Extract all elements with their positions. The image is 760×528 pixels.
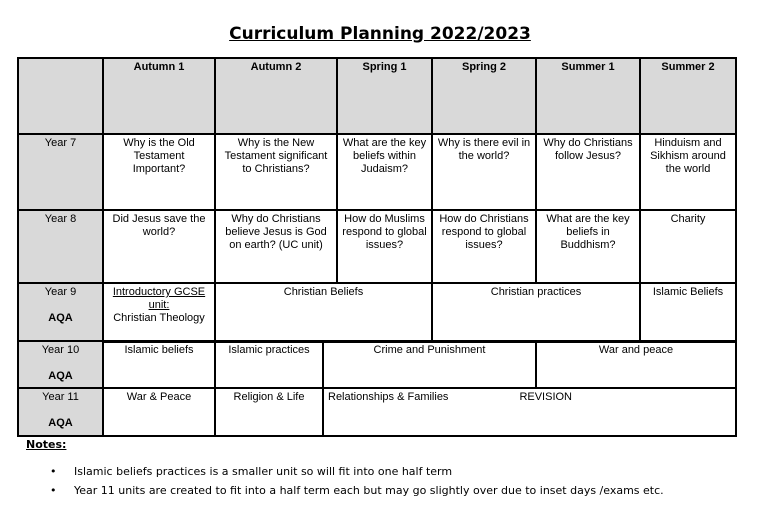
year-11-board: AQA: [48, 417, 73, 429]
year-9-summer-2: Islamic Beliefs: [640, 283, 736, 342]
year-8-spring-1: How do Muslims respond to global issues?: [337, 210, 432, 283]
year-9-autumn-1: [103, 283, 215, 342]
year-10-war-and-peace: War and peace: [536, 341, 736, 388]
intro-unit-name: Christian Theology: [113, 312, 205, 324]
header-spring-2: Spring 2: [432, 58, 536, 134]
year-7-summer-1: Why do Christians follow Jesus?: [536, 134, 640, 210]
year-7-autumn-1: Why is the Old Testament Important?: [103, 134, 215, 210]
year-8-row: [18, 210, 736, 283]
year-9-christian-beliefs: Christian Beliefs: [215, 283, 432, 342]
year-7-row: [18, 134, 736, 210]
header-row: [18, 58, 736, 134]
header-summer-2: Summer 2: [640, 58, 736, 134]
corner-cell: [18, 58, 103, 134]
header-autumn-2: Autumn 2: [215, 58, 337, 134]
intro-unit-heading: Introductory GCSE unit:: [112, 286, 206, 311]
year-10-autumn-2: Islamic practices: [215, 341, 323, 388]
year-11-revision: REVISION: [519, 391, 573, 403]
year-8-label: Year 8: [18, 210, 103, 283]
year-10-label: [18, 341, 103, 388]
year-8-spring-2: How do Christians respond to global issues?: [432, 210, 536, 283]
year-11-row: [18, 388, 736, 436]
year-7-label: Year 7: [18, 134, 103, 210]
year-10-autumn-1: Islamic beliefs: [103, 341, 215, 388]
year-8-summer-1: What are the key beliefs in Buddhism?: [536, 210, 640, 283]
year-8-autumn-2: Why do Christians believe Jesus is God on earth? (UC unit): [215, 210, 337, 283]
year-9-row: [18, 283, 736, 342]
year-8-summer-2: Charity: [640, 210, 736, 283]
header-spring-1: Spring 1: [337, 58, 432, 134]
year-10-board: AQA: [48, 370, 73, 382]
curriculum-table: [17, 57, 737, 343]
year-11-relationships: Relationships & Families: [328, 391, 449, 403]
year-11-autumn-1: War & Peace: [103, 388, 215, 436]
notes-heading: Notes:: [26, 438, 67, 451]
note-item: • Year 11 units are created to fit into a half term each but may go slightly over due to inset days /exams etc.: [50, 481, 664, 500]
header-summer-1: Summer 1: [536, 58, 640, 134]
page-title: Curriculum Planning 2022/2023: [229, 24, 531, 44]
year-11-label: [18, 388, 103, 436]
year-9-christian-practices: Christian practices: [432, 283, 640, 342]
year-9-board: AQA: [48, 312, 73, 324]
year-11-remaining: [323, 388, 736, 436]
note-item: • Islamic beliefs practices is a smaller unit so will fit into one half term: [50, 462, 664, 481]
notes-list: [50, 462, 664, 500]
year-8-autumn-1: Did Jesus save the world?: [103, 210, 215, 283]
curriculum-table-ks4: [17, 340, 737, 437]
header-autumn-1: Autumn 1: [103, 58, 215, 134]
year-7-summer-2: Hinduism and Sikhism around the world: [640, 134, 736, 210]
year-7-autumn-2: Why is the New Testament significant to Christians?: [215, 134, 337, 210]
year-9-title: Year 9: [44, 286, 77, 298]
year-7-spring-2: Why is there evil in the world?: [432, 134, 536, 210]
year-11-title: Year 11: [42, 391, 79, 403]
year-10-crime-and-punishment: Crime and Punishment: [323, 341, 536, 388]
year-10-row: [18, 341, 736, 388]
year-11-autumn-2: Religion & Life: [215, 388, 323, 436]
year-7-spring-1: What are the key beliefs within Judaism?: [337, 134, 432, 210]
year-9-label: [18, 283, 103, 342]
year-10-title: Year 10: [41, 344, 80, 356]
